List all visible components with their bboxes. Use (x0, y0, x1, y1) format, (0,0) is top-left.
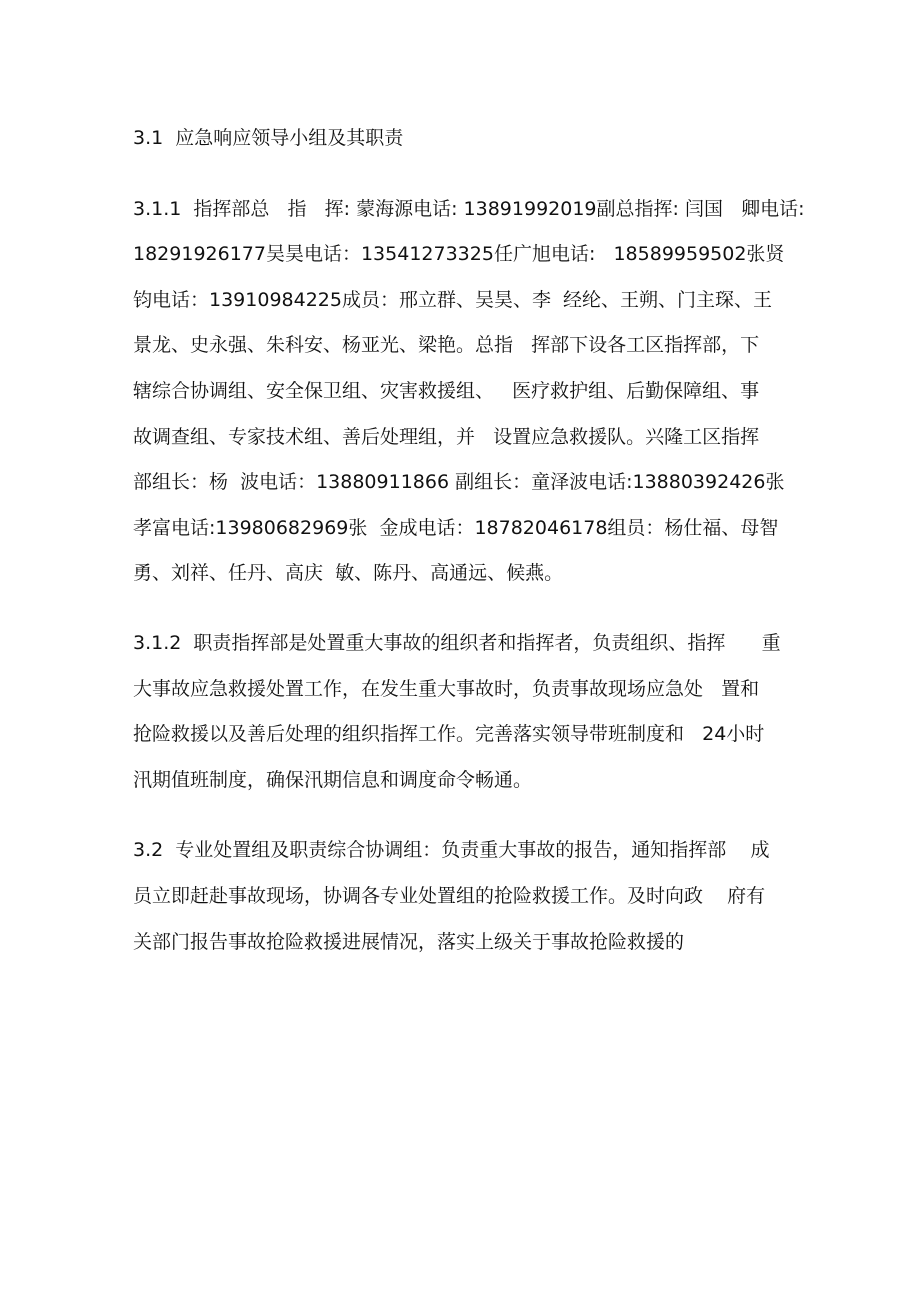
paragraph-line: 勇、刘祥、任丹、高庆 敏、陈丹、高通远、候燕。 (133, 562, 564, 584)
section-heading-3-1: 3.1 应急响应领导小组及其职责 (133, 127, 404, 149)
paragraph-line: 辖综合协调组、安全保卫组、灾害救援组、 医疗救护组、后勤保障组、事 (133, 380, 760, 402)
paragraph-line: 关部门报告事故抢险救援进展情况，落实上级关于事故抢险救援的 (133, 931, 685, 953)
paragraph-line: 部组长：杨 波电话：13880911866 副组长：童泽波电话:13880392426张 (133, 471, 785, 493)
paragraph-line: 18291926177吴昊电话：13541273325任广旭电话: 18589959502张贤 (133, 243, 785, 265)
paragraph-line: 大事故应急救援处置工作，在发生重大事故时，负责事故现场应急处 置和 (133, 678, 760, 700)
paragraph-line: 汛期值班制度，确保汛期信息和调度命令畅通。 (133, 769, 533, 791)
paragraph-line: 孝富电话:13980682969张 金成电话：18782046178组员：杨仕福、母智 (133, 517, 779, 539)
paragraph-line: 钧电话：13910984225成员：邢立群、吴昊、李 经纶、王朔、门主琛、王 (133, 289, 773, 311)
paragraph-line: 故调查组、专家技术组、善后处理组，并 设置应急救援队。兴隆工区指挥 (133, 426, 760, 448)
paragraph-line: 3.1.2 职责指挥部是处置重大事故的组织者和指挥者，负责组织、指挥 重 (133, 632, 781, 654)
paragraph-line: 抢险救援以及善后处理的组织指挥工作。完善落实领导带班制度和 24小时 (133, 723, 765, 745)
paragraph-line: 员立即赶赴事故现场，协调各专业处置组的抢险救援工作。及时向政 府有 (133, 885, 766, 907)
paragraph-line: 3.2 专业处置组及职责综合协调组：负责重大事故的报告，通知指挥部 成 (133, 839, 770, 861)
paragraph-line: 3.1.1 指挥部总 指 挥: 蒙海源电话: 13891992019副总指挥: 闫国 卿电话: (133, 198, 805, 220)
paragraph-line: 景龙、史永强、朱科安、杨亚光、梁艳。总指 挥部下设各工区指挥部，下 (133, 334, 760, 356)
